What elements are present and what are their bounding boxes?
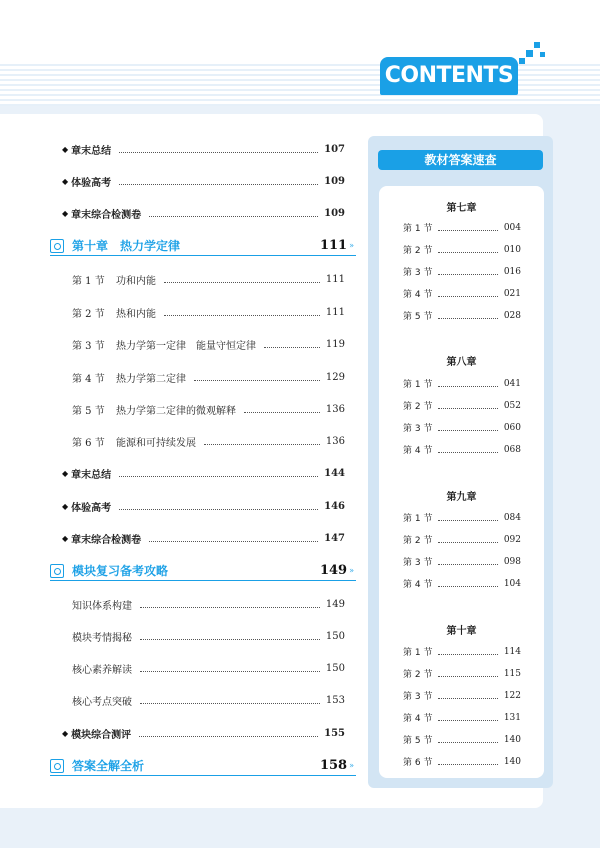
toc-item[interactable] (62, 174, 345, 189)
sidebar-item-page: 140 (503, 734, 521, 745)
sidebar-item[interactable] (403, 421, 521, 434)
leader-dots (438, 230, 497, 231)
toc-section[interactable] (72, 434, 345, 449)
section-label: 核心考点突破 (72, 697, 132, 708)
sidebar-item-label: 第 1 节 (403, 514, 433, 524)
toc-section[interactable] (72, 305, 345, 320)
section-number: 第 2 节 (72, 309, 105, 320)
toc-section[interactable] (72, 597, 345, 612)
sidebar-item-page: 068 (503, 444, 521, 455)
sidebar-item[interactable] (403, 287, 521, 300)
sidebar-item-label: 第 2 节 (403, 670, 433, 680)
leader-dots (438, 720, 497, 721)
leader-dots (204, 444, 320, 445)
sidebar-item-label: 第 1 节 (403, 224, 433, 234)
sidebar-item[interactable] (403, 667, 521, 680)
toc-chapter-heading[interactable] (50, 756, 356, 776)
arrow-icon: ◆ (62, 177, 69, 186)
toc-item-page: 109 (324, 176, 345, 187)
toc-item-label: 章末综合检测卷 (71, 210, 142, 221)
toc-item[interactable] (62, 142, 345, 157)
chapter-page: 111 (319, 238, 348, 253)
section-page: 153 (325, 695, 345, 706)
toc-section[interactable] (72, 693, 345, 708)
leader-dots (438, 542, 497, 543)
sidebar-item-label: 第 5 节 (403, 312, 433, 322)
sidebar-item-label: 第 5 节 (403, 736, 433, 746)
section-page: 149 (325, 599, 345, 610)
deco-square (519, 58, 525, 64)
sidebar-item[interactable] (403, 733, 521, 746)
sidebar-item-page: 122 (503, 690, 521, 701)
leader-dots (119, 184, 318, 185)
leader-dots (438, 386, 497, 387)
section-label: 热力学第一定律 能量守恒定律 (116, 341, 256, 352)
leader-dots (264, 347, 320, 348)
sidebar-item-label: 第 2 节 (403, 246, 433, 256)
section-label: 热力学第二定律 (116, 374, 186, 385)
leader-dots (164, 282, 320, 283)
toc-section[interactable] (72, 370, 345, 385)
sidebar-item-label: 第 3 节 (403, 692, 433, 702)
double-chevron-icon: » (349, 241, 354, 250)
leader-dots (119, 509, 318, 510)
sidebar-item-page: 052 (503, 400, 521, 411)
arrow-icon: ◆ (62, 502, 69, 511)
double-chevron-icon: » (349, 761, 354, 770)
sidebar-item-label: 第 2 节 (403, 536, 433, 546)
leader-dots (438, 318, 497, 319)
leader-dots (438, 430, 497, 431)
chapter-title: 模块复习备考攻略 (72, 564, 169, 578)
arrow-icon: ◆ (62, 729, 69, 738)
arrow-icon: ◆ (62, 209, 69, 218)
sidebar-chapter-title: 第十章 (446, 626, 477, 637)
sidebar-chapter-title: 第九章 (446, 492, 477, 503)
leader-dots (119, 476, 318, 477)
toc-item-label: 体验高考 (71, 503, 112, 514)
sidebar-item-label: 第 3 节 (403, 268, 433, 278)
leader-dots (164, 315, 320, 316)
sidebar-item-label: 第 4 节 (403, 714, 433, 724)
sidebar-item[interactable] (403, 511, 521, 524)
section-page: 111 (325, 274, 345, 285)
leader-dots (438, 452, 497, 453)
toc-item[interactable] (62, 206, 345, 221)
toc-item[interactable] (62, 531, 345, 546)
section-number: 第 3 节 (72, 341, 105, 352)
sidebar-item-label: 第 2 节 (403, 402, 433, 412)
leader-dots (149, 541, 318, 542)
bookmark-icon (50, 239, 64, 253)
sidebar-chapter-title: 第七章 (446, 203, 477, 214)
leader-dots (438, 654, 497, 655)
sidebar-item[interactable] (403, 243, 521, 256)
bookmark-icon (50, 564, 64, 578)
section-label: 模块考情揭秘 (72, 633, 132, 644)
section-number: 第 6 节 (72, 438, 105, 449)
sidebar-item[interactable] (403, 265, 521, 278)
chapter-page: 158 (319, 758, 348, 773)
deco-square (526, 50, 533, 57)
toc-item-page: 107 (324, 144, 345, 155)
sidebar-item[interactable] (403, 533, 521, 546)
sidebar-item[interactable] (403, 711, 521, 724)
sidebar-item[interactable] (403, 577, 521, 590)
leader-dots (140, 671, 320, 672)
section-label: 知识体系构建 (72, 601, 132, 612)
toc-item[interactable] (62, 466, 345, 481)
toc-item-label: 体验高考 (71, 178, 112, 189)
leader-dots (438, 252, 497, 253)
sidebar-item-page: 028 (503, 310, 521, 321)
leader-dots (139, 736, 318, 737)
toc-section[interactable] (72, 402, 345, 417)
leader-dots (149, 216, 318, 217)
sidebar-item-page: 021 (503, 288, 521, 299)
sidebar-item-page: 114 (503, 646, 521, 657)
toc-item[interactable] (62, 726, 345, 741)
toc-section[interactable] (72, 337, 345, 352)
sidebar-item-label: 第 4 节 (403, 580, 433, 590)
leader-dots (438, 764, 497, 765)
sidebar-item-page: 084 (503, 512, 521, 523)
leader-dots (119, 152, 318, 153)
answer-lookup-title: 教材答案速查 (378, 150, 543, 170)
toc-item-page: 144 (324, 468, 345, 479)
sidebar-item-page: 060 (503, 422, 521, 433)
leader-dots (438, 564, 497, 565)
sidebar-item[interactable] (403, 555, 521, 568)
section-number: 第 1 节 (72, 276, 105, 287)
deco-square (540, 52, 545, 57)
toc-item-page: 155 (324, 728, 345, 739)
leader-dots (438, 274, 497, 275)
double-chevron-icon: » (349, 566, 354, 575)
toc-item-label: 章末总结 (71, 470, 112, 481)
leader-dots (438, 408, 497, 409)
leader-dots (438, 698, 497, 699)
sidebar-item[interactable] (403, 689, 521, 702)
arrow-icon: ◆ (62, 534, 69, 543)
bookmark-icon (50, 759, 64, 773)
leader-dots (140, 607, 320, 608)
toc-section[interactable] (72, 272, 345, 287)
section-page: 119 (325, 339, 345, 350)
section-page: 136 (325, 404, 345, 415)
leader-dots (140, 639, 320, 640)
toc-item[interactable] (62, 499, 345, 514)
sidebar-item-label: 第 4 节 (403, 446, 433, 456)
sidebar-item[interactable] (403, 221, 521, 234)
sidebar-item-page: 140 (503, 756, 521, 767)
section-page: 129 (325, 372, 345, 383)
sidebar-item-label: 第 1 节 (403, 380, 433, 390)
leader-dots (438, 742, 497, 743)
leader-dots (194, 380, 320, 381)
leader-dots (244, 412, 320, 413)
leader-dots (438, 586, 497, 587)
section-label: 功和内能 (116, 276, 156, 287)
section-number: 第 4 节 (72, 374, 105, 385)
toc-item-page: 147 (324, 533, 345, 544)
sidebar-item-page: 092 (503, 534, 521, 545)
section-page: 111 (325, 307, 345, 318)
sidebar-item[interactable] (403, 309, 521, 322)
sidebar-item-label: 第 1 节 (403, 648, 433, 658)
arrow-icon: ◆ (62, 145, 69, 154)
sidebar-item-page: 115 (503, 668, 521, 679)
toc-item-page: 146 (324, 501, 345, 512)
toc-item-page: 109 (324, 208, 345, 219)
section-label: 热力学第二定律的微观解释 (116, 406, 236, 417)
sidebar-item[interactable] (403, 443, 521, 456)
section-page: 150 (325, 663, 345, 674)
sidebar-item[interactable] (403, 377, 521, 390)
section-label: 能源和可持续发展 (116, 438, 196, 449)
sidebar-item[interactable] (403, 399, 521, 412)
toc-item-label: 模块综合测评 (71, 730, 132, 741)
section-label: 核心素养解读 (72, 665, 132, 676)
chapter-title: 第十章 热力学定律 (72, 239, 181, 253)
sidebar-item-page: 010 (503, 244, 521, 255)
sidebar-item-page: 004 (503, 222, 521, 233)
leader-dots (438, 676, 497, 677)
sidebar-item-label: 第 4 节 (403, 290, 433, 300)
section-number: 第 5 节 (72, 406, 105, 417)
chapter-title: 答案全解全析 (72, 759, 145, 773)
toc-section[interactable] (72, 629, 345, 644)
sidebar-item-page: 131 (503, 712, 521, 723)
sidebar-item[interactable] (403, 755, 521, 768)
toc-item-label: 章末总结 (71, 146, 112, 157)
sidebar-item-label: 第 3 节 (403, 558, 433, 568)
toc-section[interactable] (72, 661, 345, 676)
leader-dots (140, 703, 320, 704)
toc-chapter-heading[interactable] (50, 236, 356, 256)
sidebar-item-page: 098 (503, 556, 521, 567)
leader-dots (438, 520, 497, 521)
contents-badge: CONTENTS (380, 57, 518, 95)
deco-square (534, 42, 540, 48)
sidebar-item[interactable] (403, 645, 521, 658)
arrow-icon: ◆ (62, 469, 69, 478)
toc-chapter-heading[interactable] (50, 561, 356, 581)
sidebar-item-label: 第 3 节 (403, 424, 433, 434)
section-page: 150 (325, 631, 345, 642)
sidebar-item-page: 041 (503, 378, 521, 389)
leader-dots (438, 296, 497, 297)
toc-item-label: 章末综合检测卷 (71, 535, 142, 546)
sidebar-item-page: 016 (503, 266, 521, 277)
sidebar-item-page: 104 (503, 578, 521, 589)
chapter-page: 149 (319, 563, 348, 578)
section-page: 136 (325, 436, 345, 447)
sidebar-chapter-title: 第八章 (446, 357, 477, 368)
sidebar-item-label: 第 6 节 (403, 758, 433, 768)
section-label: 热和内能 (116, 309, 156, 320)
